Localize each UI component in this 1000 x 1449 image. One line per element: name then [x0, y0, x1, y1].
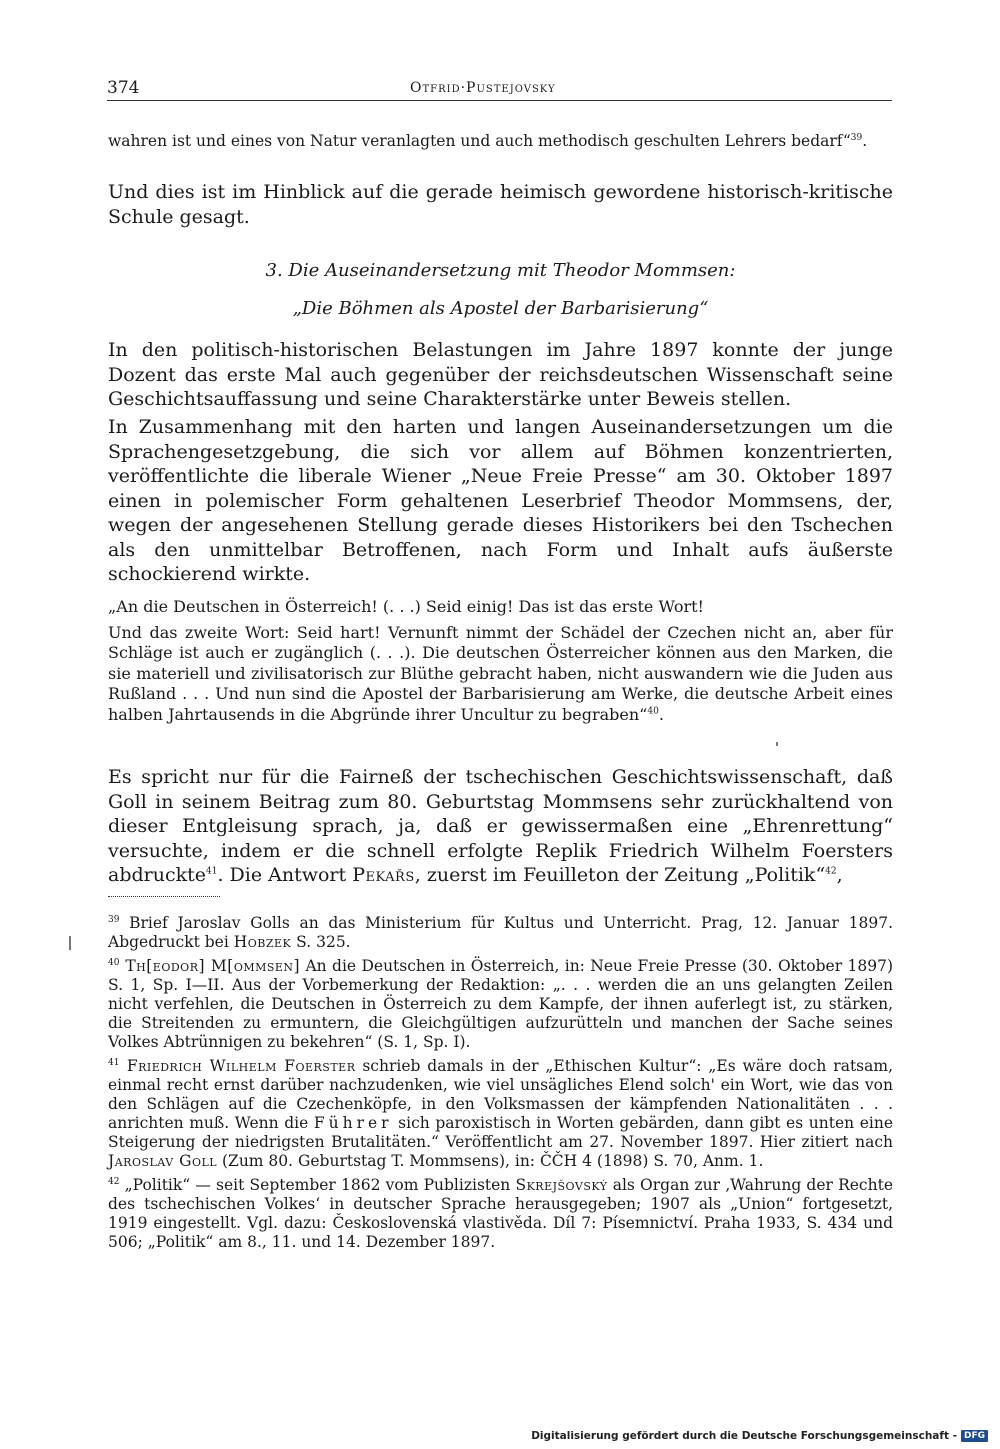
digitization-footer: [531, 1430, 988, 1442]
page-number: 374: [107, 78, 140, 98]
paragraph-1: In den politisch-historischen Belastungen im Jahre 1897 konnte der junge Dozent das erste Mal auch gegenüber der reichsdeutschen Wissenschaft seine Geschichtsauffassung und seine Charakterstärke unter Beweis stellen.: [108, 339, 893, 410]
section-heading: 3. Die Auseinandersetzung mit Theodor Mommsen:: [265, 260, 736, 281]
footnote-ref-40[interactable]: 40: [647, 706, 659, 717]
scan-artifact: [776, 742, 778, 746]
paragraph-3: Es spricht nur für die Fairneß der tschechischen Geschichtswissenschaft, daß Goll in seinem Beitrag zum 80. Geburtstag Mommsens sehr zurückhaltend von dieser Entgleisung sprach, ja, daß er gewissermaßen eine „Ehrenrettung“ versuchte, indem er die schnell erfolgte Replik Friedrich Wilhelm Foersters abdruckte$^{41}$. Die Antwort Pekařs, zuerst im Feuilleton der Zeitung „Politik“$^{42}$,: [108, 766, 893, 886]
author-name-pekar: Pekařs: [352, 864, 415, 886]
section-subheading: „Die Böhmen als Apostel der Barbarisierung“: [292, 298, 709, 319]
footnote-ref-42[interactable]: 42: [825, 866, 837, 877]
block-quote: [108, 597, 893, 725]
intro-comment: Und dies ist im Hinblick auf die gerade heimisch gewordene historisch-kritische Schule gesagt.: [108, 181, 893, 228]
footnote-42: $^{42}$ „Politik“ — seit September 1862 vom Publizisten Skrejšovský als Organ zur ‚Wahrung der Rechte des tschechischen Volkes‘ in deutscher Sprache herausgegeben; 1907 als „Union“ fortgesetzt, 1919 eingestellt. Vgl. dazu: Československá vlastivěda. Díl 7: Písemnictví. Praha 1933, S. 434 und 506; „Politik“ am 8., 11. und 14. Dezember 1897.: [108, 1176, 893, 1251]
page-header: [107, 76, 892, 101]
dfg-logo-icon: DFG: [961, 1430, 988, 1442]
footnote-ref-41[interactable]: 41: [206, 866, 218, 877]
footnote-39: $^{39}$ Brief Jaroslav Golls an das Ministerium für Kultus und Unterricht. Prag, 12. Januar 1897. Abgedruckt bei Hobzek S. 325.: [108, 914, 893, 951]
footnote-41: $^{41}$ Friedrich Wilhelm Foerster schrieb damals in der „Ethischen Kultur“: „Es wäre doch ratsam, einmal recht ernst darüber nachzudenken, wie viel unsägliches Elend solch' ein Wort, wie das von den Schlägen auf die Czechenköpfe, in den Volksmassen der kämpfenden Nationalitäten . . . anrichten muß. Wenn die Führer sich paroxistisch in Worten gebärden, dann gibt es unten eine Steigerung der niedrigsten Brutalitäten.“ Veröffentlicht am 27. November 1897. Hier zitiert nach Jaroslav Goll (Zum 80. Geburtstag T. Mommsens), in: ČČH 4 (1898) S. 70, Anm. 1.: [108, 1057, 893, 1170]
footer-text: Digitalisierung gefördert durch die Deutsche Forschungsgemeinschaft -: [531, 1430, 957, 1442]
quote-line-1: „An die Deutschen in Österreich! (. . .) Seid einig! Das ist das erste Wort!: [108, 597, 704, 616]
scan-artifact: [69, 936, 71, 950]
quote-ending: wahren ist und eines von Natur veranlagten und auch methodisch geschulten Lehrers bedarf“$^{39}$.: [108, 132, 868, 150]
footnote-40: $^{40}$ Th[eodor] M[ommsen] An die Deutschen in Österreich, in: Neue Freie Presse (30. Oktober 1897) S. 1, Sp. I—II. Aus der Vorbemerkung der Redaktion: „. . . werden die an uns gelangten Zeilen nicht verfehlen, die Deutschen in Österreich zu dem Kampfe, der ihnen auferlegt ist, zu stärken, die Streitenden zu ermuntern, die Gleichgültigen aufzurütteln und manchen der Sache seines Volkes Abtrünnigen zu bekehren“ (S. 1, Sp. I).: [108, 957, 893, 1051]
footnotes: [108, 914, 893, 1257]
running-head: Otfrid·Pustejovsky: [410, 80, 556, 96]
footnote-divider: [108, 896, 220, 897]
quote-paragraph: Und das zweite Wort: Seid hart! Vernunft nimmt der Schädel der Czechen nicht an, aber für Schläge ist auch er zugänglich (. . .). Die deutschen Österreicher können aus den Marken, die sie materiell und zivilisatorisch zur Blüthe gebracht haben, nicht auswandern wie die Juden aus Rußland . . . Und nun sind die Apostel der Barbarisierung am Werke, die deutsche Arbeit eines halben Jahrtausends in die Abgründe ihrer Uncultur zu begraben“$^{40}$.: [108, 622, 893, 724]
paragraph-2: In Zusammenhang mit den harten und langen Auseinandersetzungen um die Sprachengesetzgebung, die sich vor allem auf Böhmen konzentrierten, veröffentlichte die liberale Wiener „Neue Freie Presse“ am 30. Oktober 1897 einen in polemischer Form gehaltenen Leserbrief Theodor Mommsens, der, wegen der angesehenen Stellung gerade dieses Historikers bei den Tschechen als den unmittelbar Betroffenen, nach Form und Inhalt aufs äußerste schockierend wirkte.: [108, 416, 893, 585]
footnote-ref-39[interactable]: 39: [850, 132, 863, 143]
